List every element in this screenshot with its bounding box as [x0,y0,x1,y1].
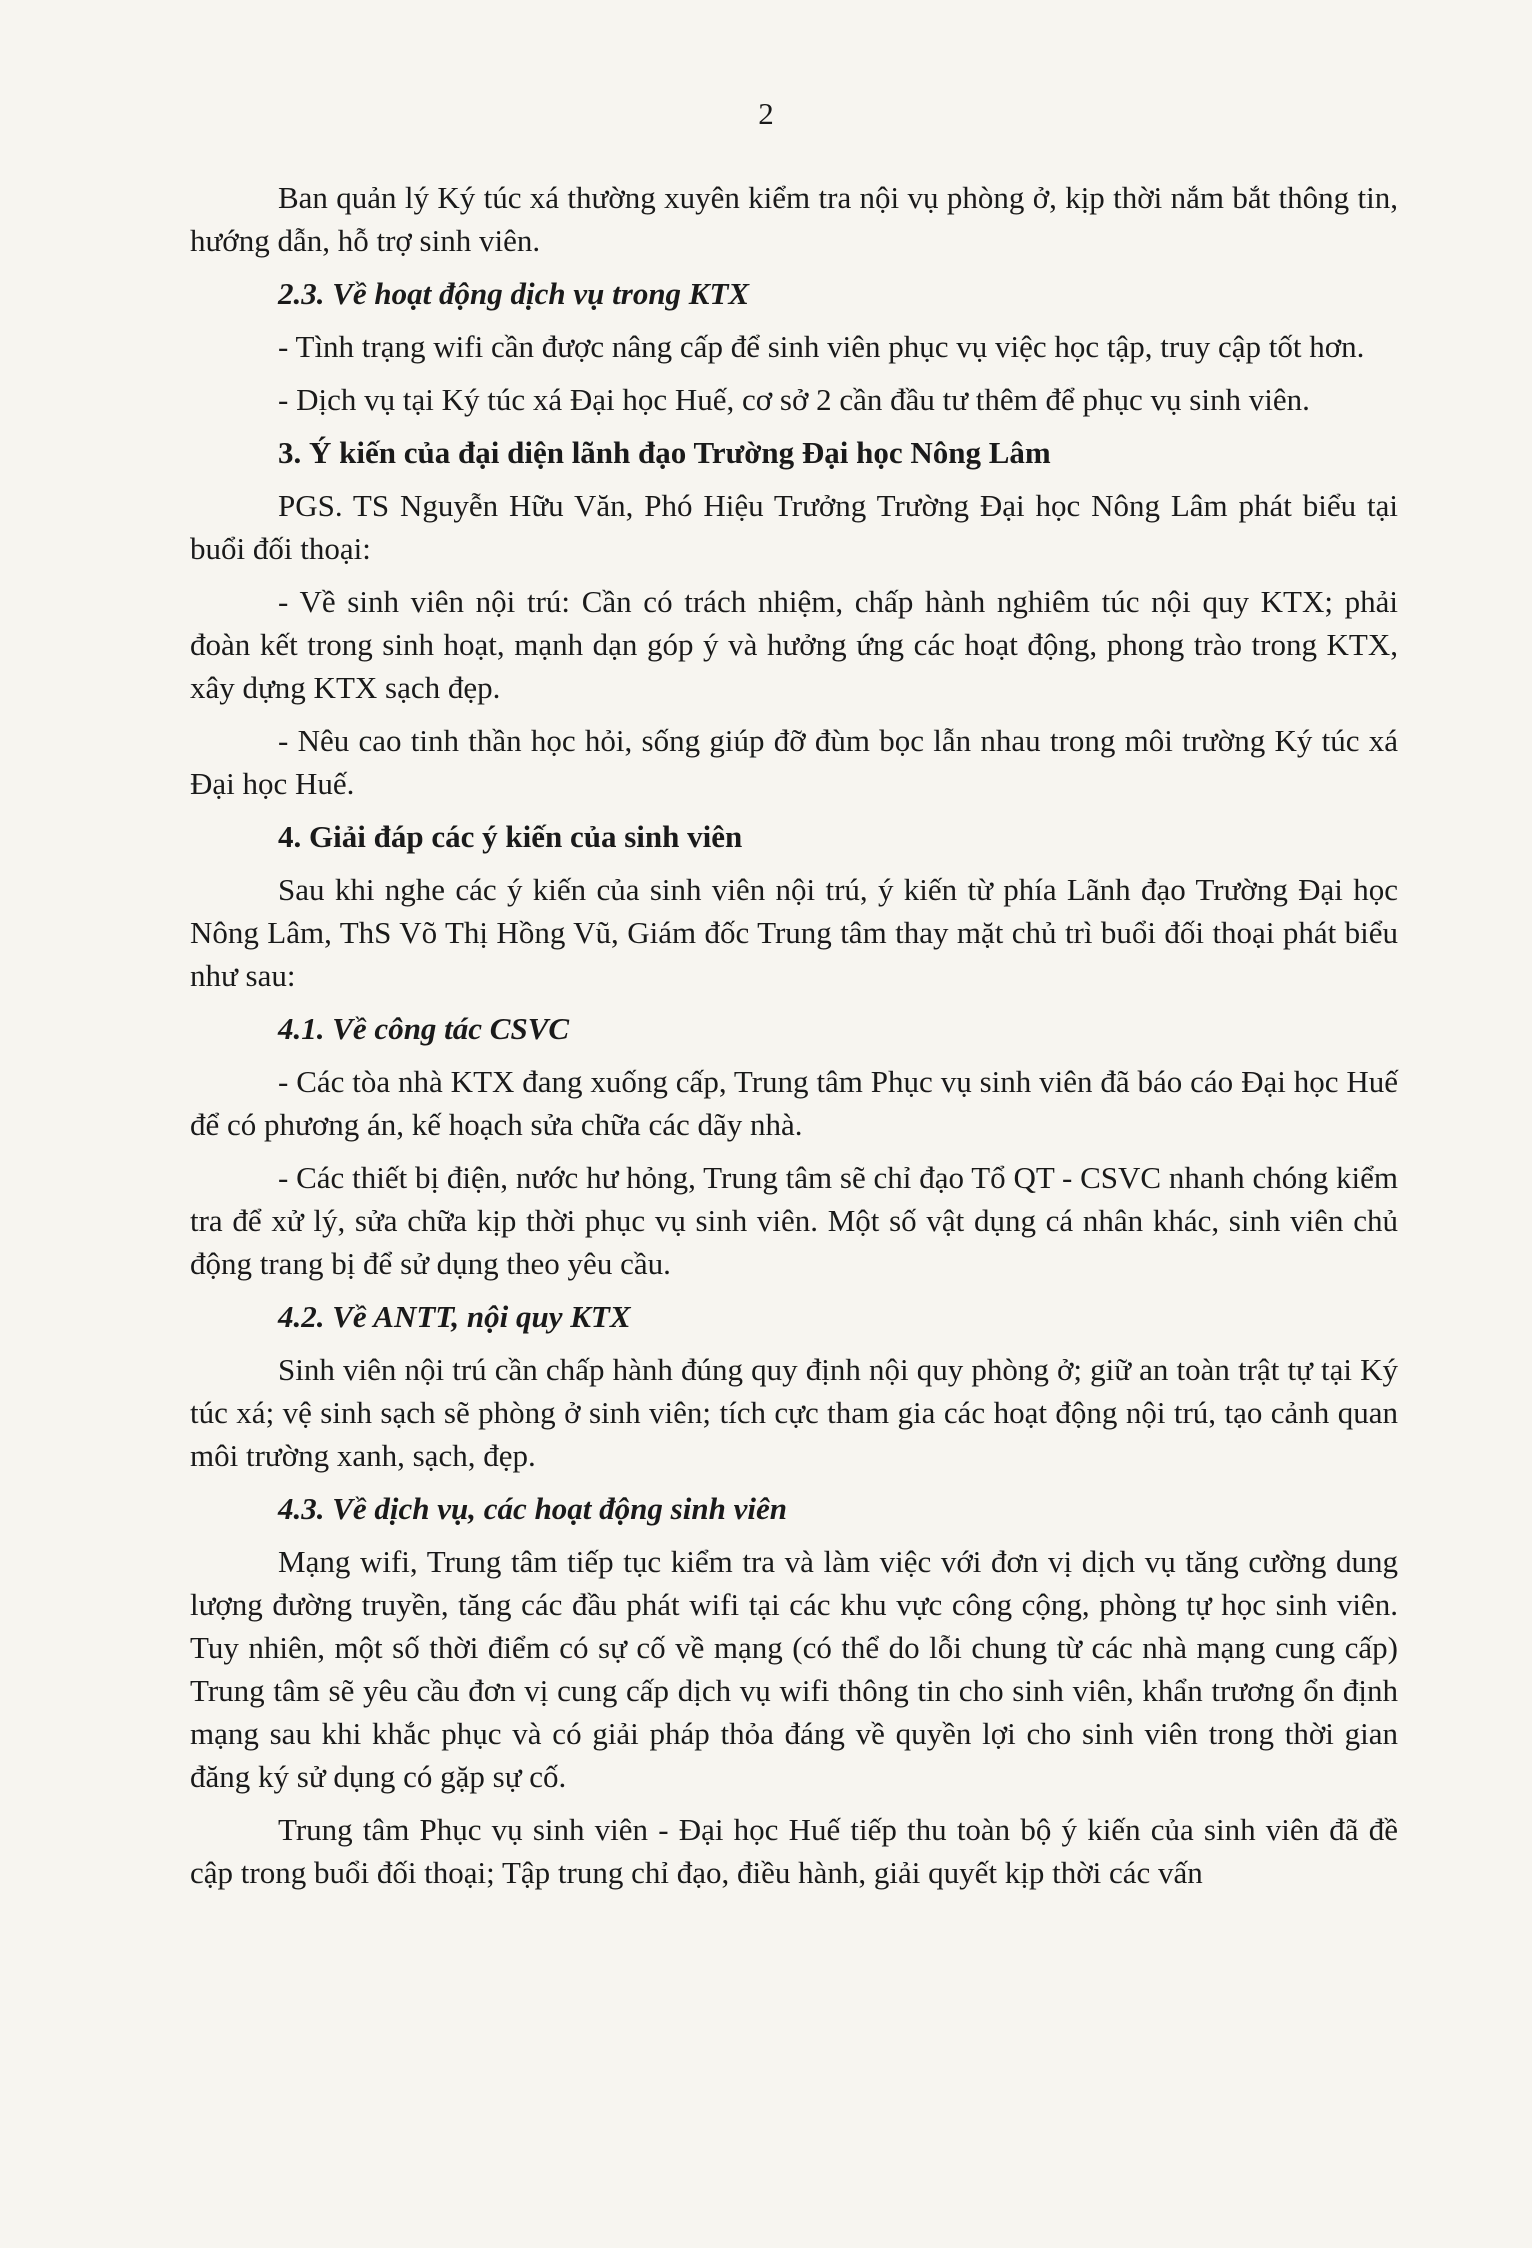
subsection-heading: 4.2. Về ANTT, nội quy KTX [278,1299,631,1334]
paragraph: Mạng wifi, Trung tâm tiếp tục kiểm tra và làm việc với đơn vị dịch vụ tăng cường dung lượng đường truyền, tăng các đầu phát wifi tại các khu vực công cộng, phòng tự học sinh viên. Tuy nhiên, một số thời điểm có sự cố về mạng (có thể do lỗi chung từ các nhà mạng cung cấp) Trung tâm sẽ yêu cầu đơn vị cung cấp dịch vụ wifi thông tin cho sinh viên, khẩn trương ổn định mạng sau khi khắc phục và có giải pháp thỏa đáng về quyền lợi cho sinh viên trong thời gian đăng ký sử dụng có gặp sự cố. [190,1544,1398,1794]
paragraph: PGS. TS Nguyễn Hữu Văn, Phó Hiệu Trưởng Trường Đại học Nông Lâm phát biểu tại buổi đối thoại: [190,488,1398,566]
paragraph: - Dịch vụ tại Ký túc xá Đại học Huế, cơ sở 2 cần đầu tư thêm để phục vụ sinh viên. [278,382,1310,417]
subsection-heading: 4.1. Về công tác CSVC [278,1011,570,1046]
paragraph: - Nêu cao tinh thần học hỏi, sống giúp đỡ đùm bọc lẫn nhau trong môi trường Ký túc xá Đại học Huế. [190,723,1398,801]
paragraph: Sau khi nghe các ý kiến của sinh viên nội trú, ý kiến từ phía Lãnh đạo Trường Đại học Nông Lâm, ThS Võ Thị Hồng Vũ, Giám đốc Trung tâm thay mặt chủ trì buổi đối thoại phát biểu như sau: [190,872,1398,993]
paragraph: Trung tâm Phục vụ sinh viên - Đại học Huế tiếp thu toàn bộ ý kiến của sinh viên đã đề cập trong buổi đối thoại; Tập trung chỉ đạo, điều hành, giải quyết kịp thời các vấn [190,1812,1398,1890]
paragraph: Ban quản lý Ký túc xá thường xuyên kiểm tra nội vụ phòng ở, kịp thời nắm bắt thông tin, hướng dẫn, hỗ trợ sinh viên. [190,180,1398,258]
paragraph: - Các tòa nhà KTX đang xuống cấp, Trung tâm Phục vụ sinh viên đã báo cáo Đại học Huế để có phương án, kế hoạch sửa chữa các dãy nhà. [190,1064,1398,1142]
paragraph: - Tình trạng wifi cần được nâng cấp để sinh viên phục vụ việc học tập, truy cập tốt hơn. [278,329,1365,364]
subsection-heading: 2.3. Về hoạt động dịch vụ trong KTX [278,276,750,311]
document-body [190,176,1398,1904]
subsection-heading: 4.3. Về dịch vụ, các hoạt động sinh viên [278,1491,787,1526]
page-number: 2 [758,96,774,131]
paragraph: - Các thiết bị điện, nước hư hỏng, Trung tâm sẽ chỉ đạo Tổ QT - CSVC nhanh chóng kiểm tra để xử lý, sửa chữa kịp thời phục vụ sinh viên. Một số vật dụng cá nhân khác, sinh viên chủ động trang bị để sử dụng theo yêu cầu. [190,1160,1398,1281]
section-heading: 4. Giải đáp các ý kiến của sinh viên [278,819,743,854]
paragraph: - Về sinh viên nội trú: Cần có trách nhiệm, chấp hành nghiêm túc nội quy KTX; phải đoàn kết trong sinh hoạt, mạnh dạn góp ý và hưởng ứng các hoạt động, phong trào trong KTX, xây dựng KTX sạch đẹp. [190,584,1398,705]
paragraph: Sinh viên nội trú cần chấp hành đúng quy định nội quy phòng ở; giữ an toàn trật tự tại Ký túc xá; vệ sinh sạch sẽ phòng ở sinh viên; tích cực tham gia các hoạt động nội trú, tạo cảnh quan môi trường xanh, sạch, đẹp. [190,1352,1398,1473]
section-heading: 3. Ý kiến của đại diện lãnh đạo Trường Đại học Nông Lâm [278,435,1051,470]
